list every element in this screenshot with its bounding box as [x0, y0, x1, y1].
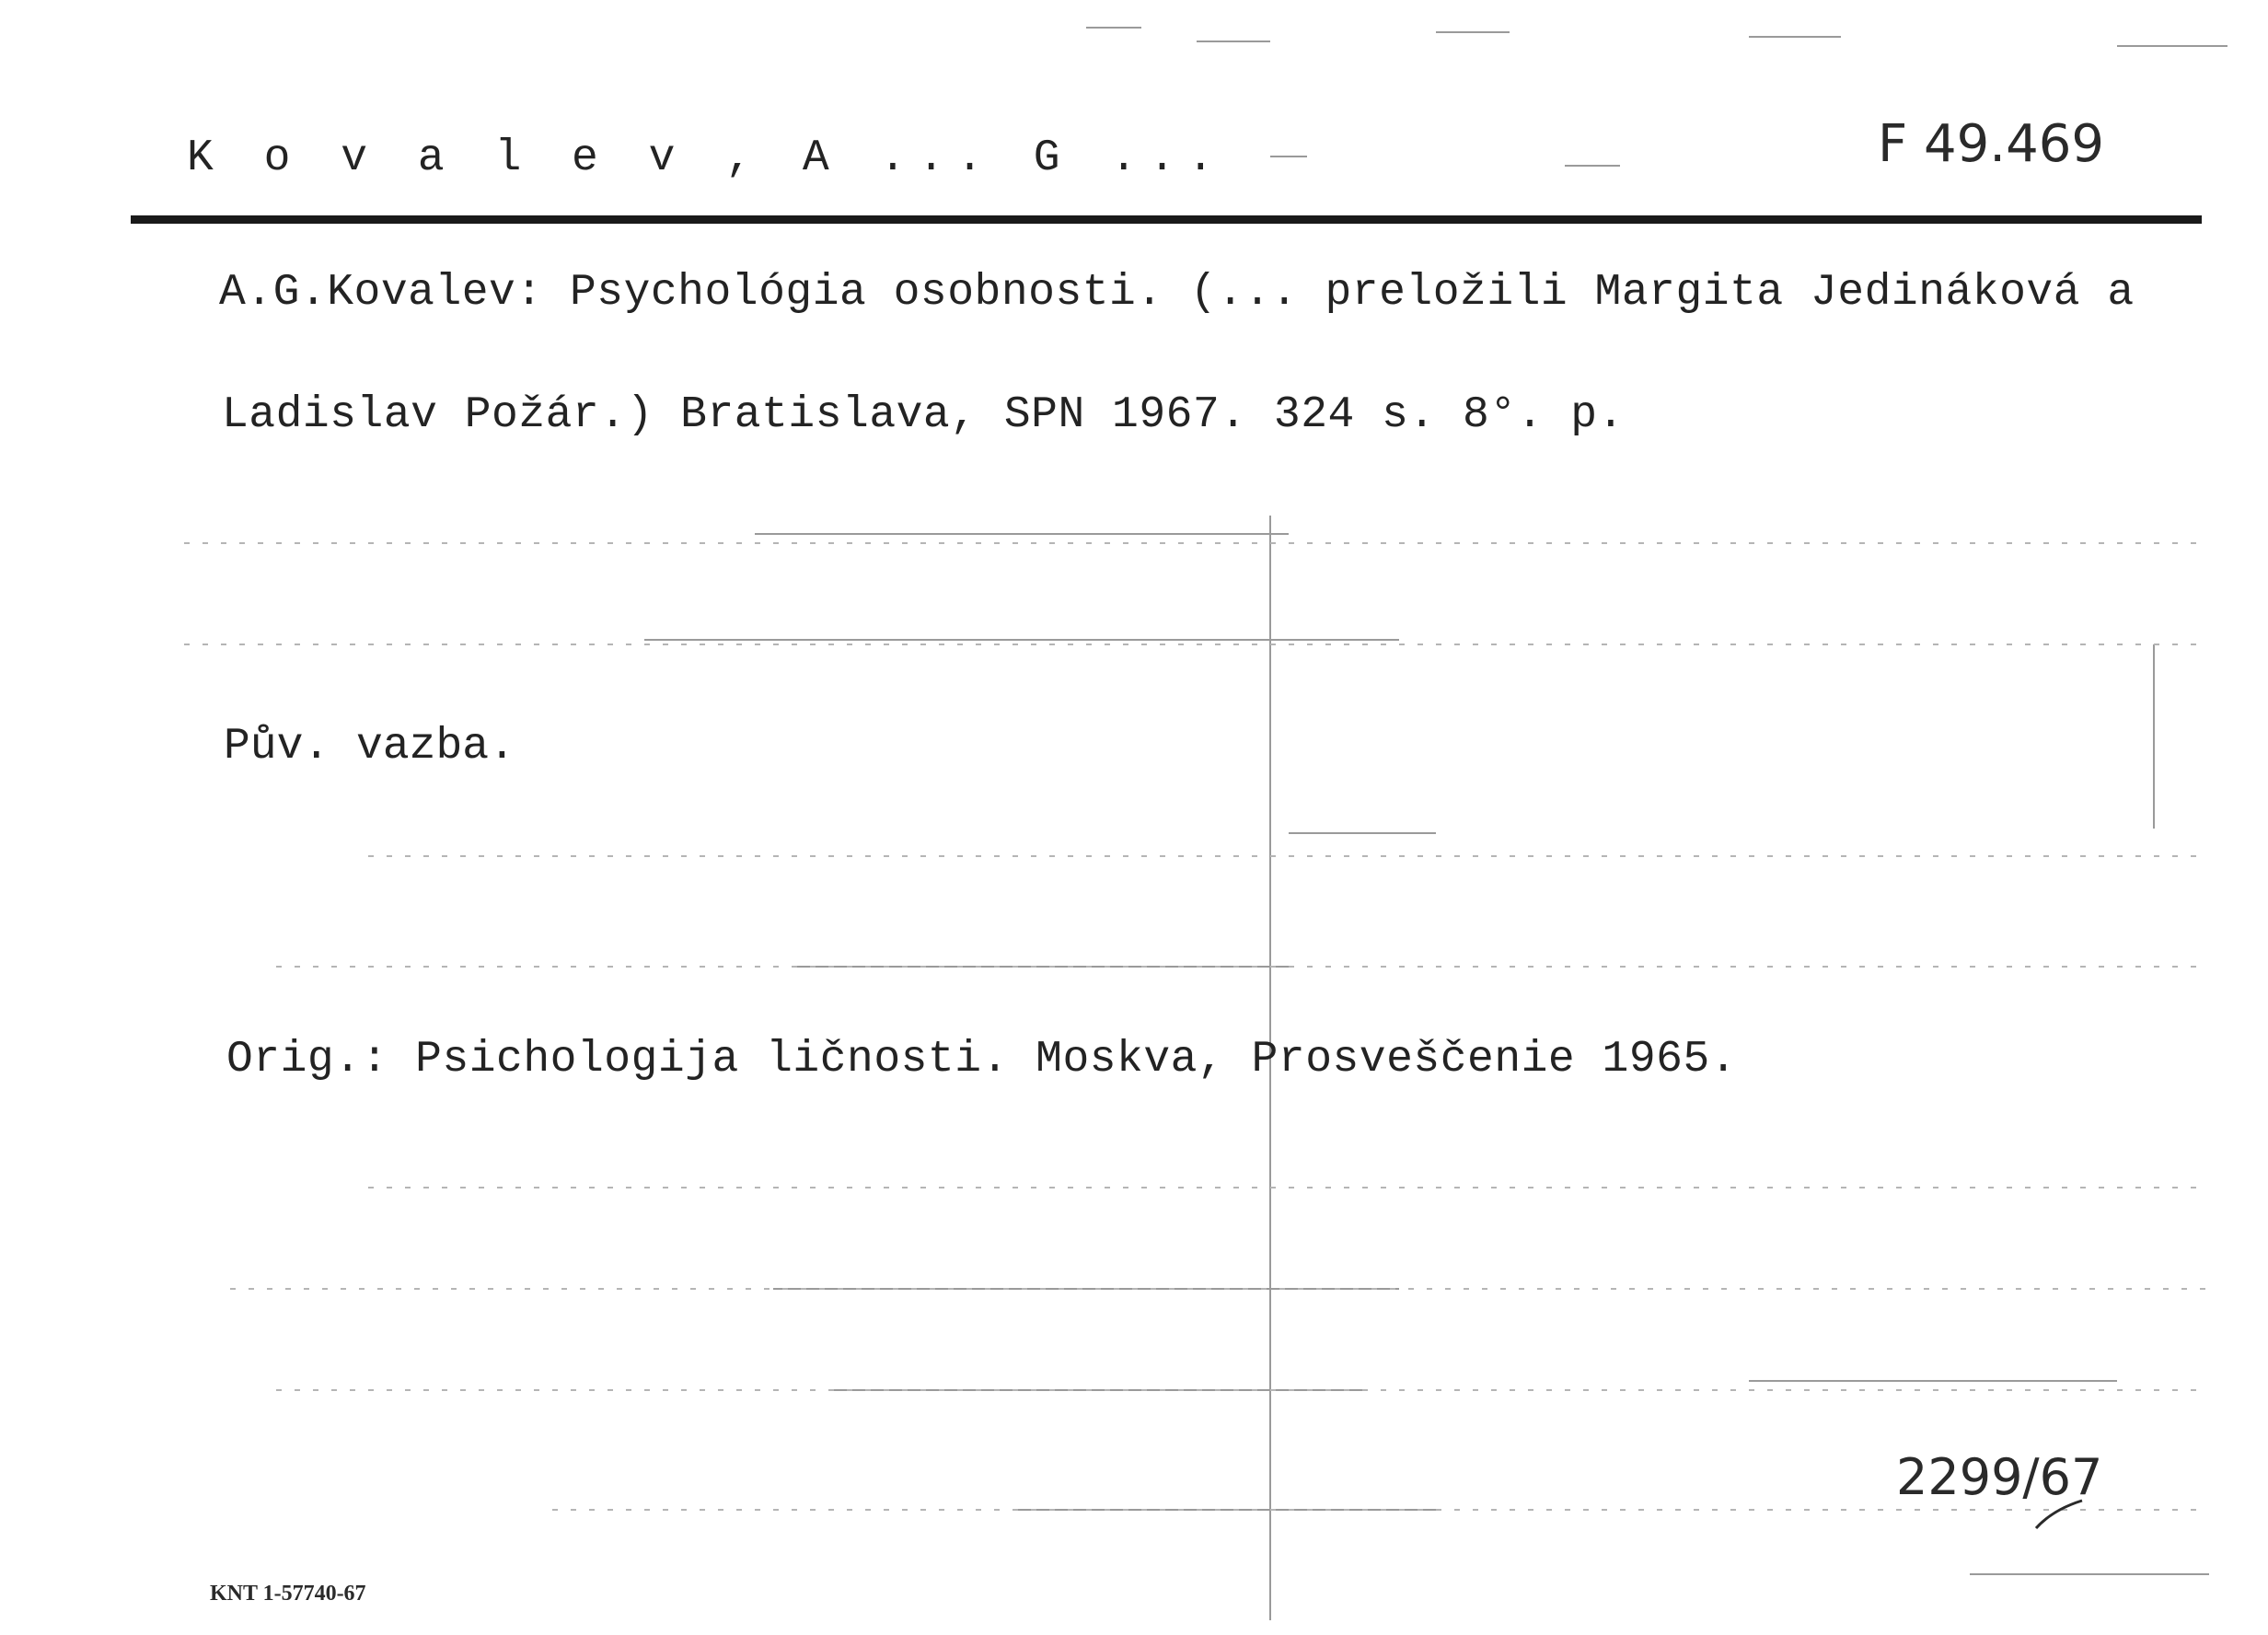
citation-line-1: A.G.Kovalev: Psychológia osobnosti. (... preložili Margita Jedináková a — [219, 268, 2135, 318]
binding-note: Pův. vazba. — [224, 722, 515, 771]
original-title-note: Orig.: Psichologija ličnosti. Moskva, Prosveščenie 1965. — [226, 1035, 1738, 1084]
author-heading: K o v a l e v , A ... G ... — [187, 133, 1226, 183]
heading-rule — [131, 215, 2202, 224]
printer-code: KNT 1-57740-67 — [210, 1582, 366, 1606]
accession-number: 2299/67 — [1896, 1448, 2103, 1506]
shelfmark: F 49.469 — [1878, 114, 2104, 174]
citation-line-2: Ladislav Požár.) Bratislava, SPN 1967. 324 s. 8°. p. — [222, 390, 1625, 440]
